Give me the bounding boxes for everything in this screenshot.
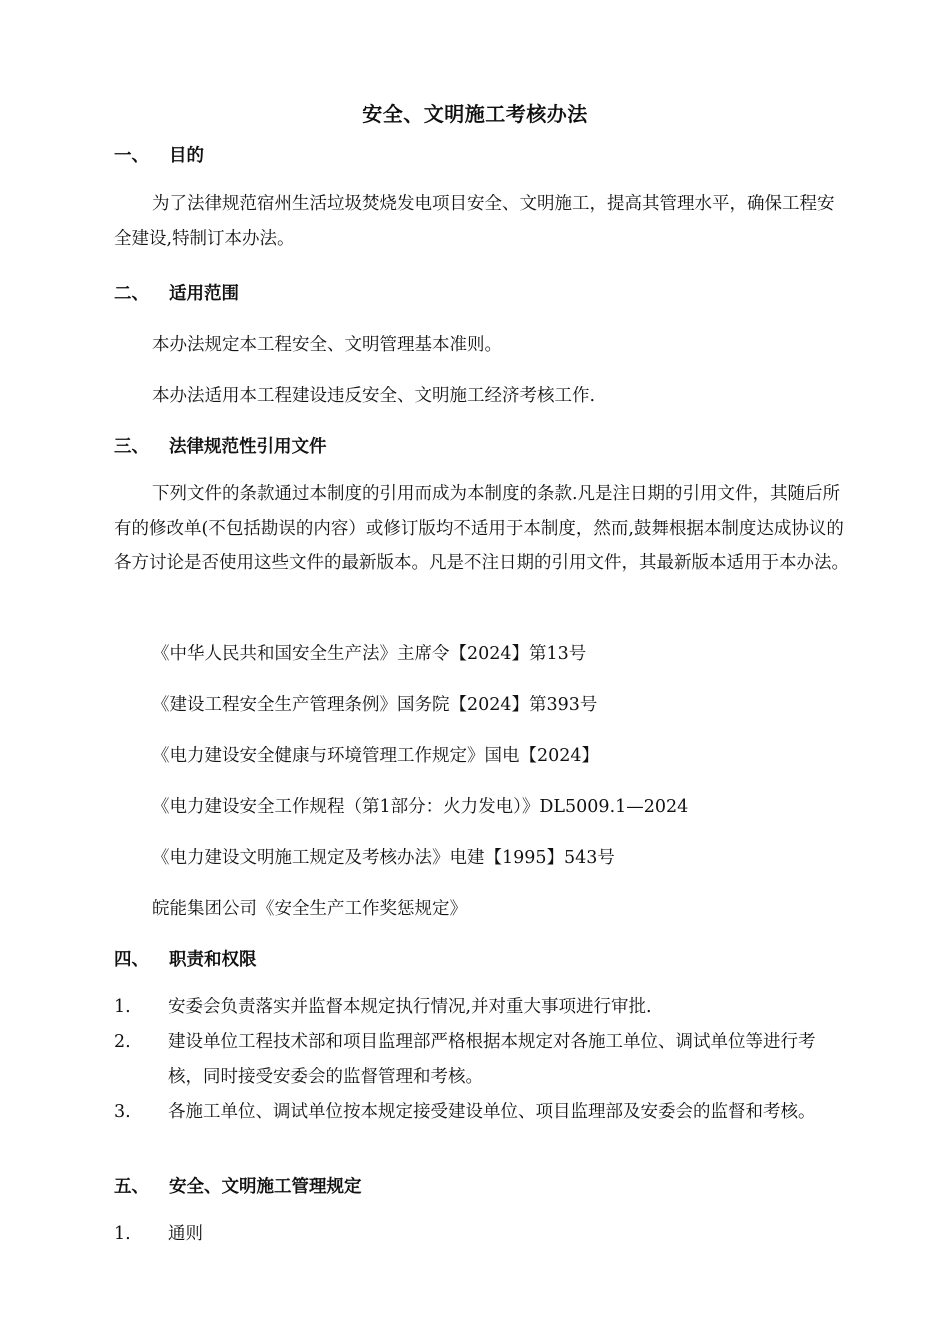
- list-item-number: 1.: [114, 997, 131, 1017]
- list-item-text: 安委会负责落实并监督本规定执行情况,并对重大事项进行审批.: [168, 997, 652, 1017]
- list-item-number: 3.: [114, 1102, 131, 1122]
- purpose-paragraph: 为了法律规范宿州生活垃圾焚烧发电项目安全、文明施工，提高其管理水平，确保工程安全建设,特制订本办法。: [114, 194, 835, 249]
- list-item-text: 通则: [168, 1224, 203, 1244]
- list-item: [114, 990, 834, 1025]
- reference-item: 《电力建设文明施工规定及考核办法》电建【1995】543号: [152, 848, 615, 868]
- section-heading-management-rules: [114, 1173, 362, 1198]
- scope-line: 本办法规定本工程安全、文明管理基本准则。: [152, 335, 502, 355]
- reference-item: 《中华人民共和国安全生产法》主席令【2024】第13号: [152, 644, 587, 664]
- list-item-text: 各施工单位、调试单位按本规定接受建设单位、项目监理部及安委会的监督和考核。: [168, 1102, 816, 1122]
- references-paragraph: 下列文件的条款通过本制度的引用而成为本制度的条款.凡是注日期的引用文件，其随后所有的修改单(不包括勘误的内容）或修订版均不适用于本制度，然而,鼓舞根据本制度达成协议的各方讨论是否使用这些文件的最新版本。凡是不注日期的引用文件，其最新版本适用于本办法。: [114, 484, 849, 573]
- section-title: 安全、文明施工管理规定: [169, 1177, 362, 1197]
- section-heading-references: [114, 433, 327, 458]
- document-title: 安全、文明施工考核办法: [362, 102, 588, 126]
- section-title: 适用范围: [169, 284, 239, 304]
- list-item-text: 建设单位工程技术部和项目监理部严格根据本规定对各施工单位、调试单位等进行考核，同时接受安委会的监督管理和考核。: [168, 1032, 816, 1087]
- section-title: 职责和权限: [169, 950, 257, 970]
- section-heading-purpose: [114, 142, 204, 167]
- section-number: 三、: [114, 437, 149, 457]
- list-item: [114, 1095, 834, 1130]
- list-item: [114, 1217, 834, 1252]
- section-title: 法律规范性引用文件: [169, 437, 327, 457]
- list-item: [114, 1025, 834, 1095]
- scope-line: 本办法适用本工程建设违反安全、文明施工经济考核工作.: [152, 386, 596, 406]
- reference-item: 皖能集团公司《安全生产工作奖惩规定》: [152, 899, 467, 919]
- reference-item: 《电力建设安全工作规程（第1部分：火力发电）》DL5009.1—2024: [152, 797, 689, 817]
- section-heading-scope: [114, 280, 239, 305]
- section-title: 目的: [169, 146, 204, 166]
- section-number: 四、: [114, 950, 149, 970]
- reference-item: 《电力建设安全健康与环境管理工作规定》国电【2024】: [152, 746, 600, 766]
- list-item-number: 2.: [114, 1032, 131, 1052]
- list-item-number: 1.: [114, 1224, 131, 1244]
- section-heading-responsibilities: [114, 946, 257, 971]
- reference-item: 《建设工程安全生产管理条例》国务院【2024】第393号: [152, 695, 598, 715]
- section-number: 二、: [114, 284, 149, 304]
- section-number: 一、: [114, 146, 149, 166]
- section-number: 五、: [114, 1177, 149, 1197]
